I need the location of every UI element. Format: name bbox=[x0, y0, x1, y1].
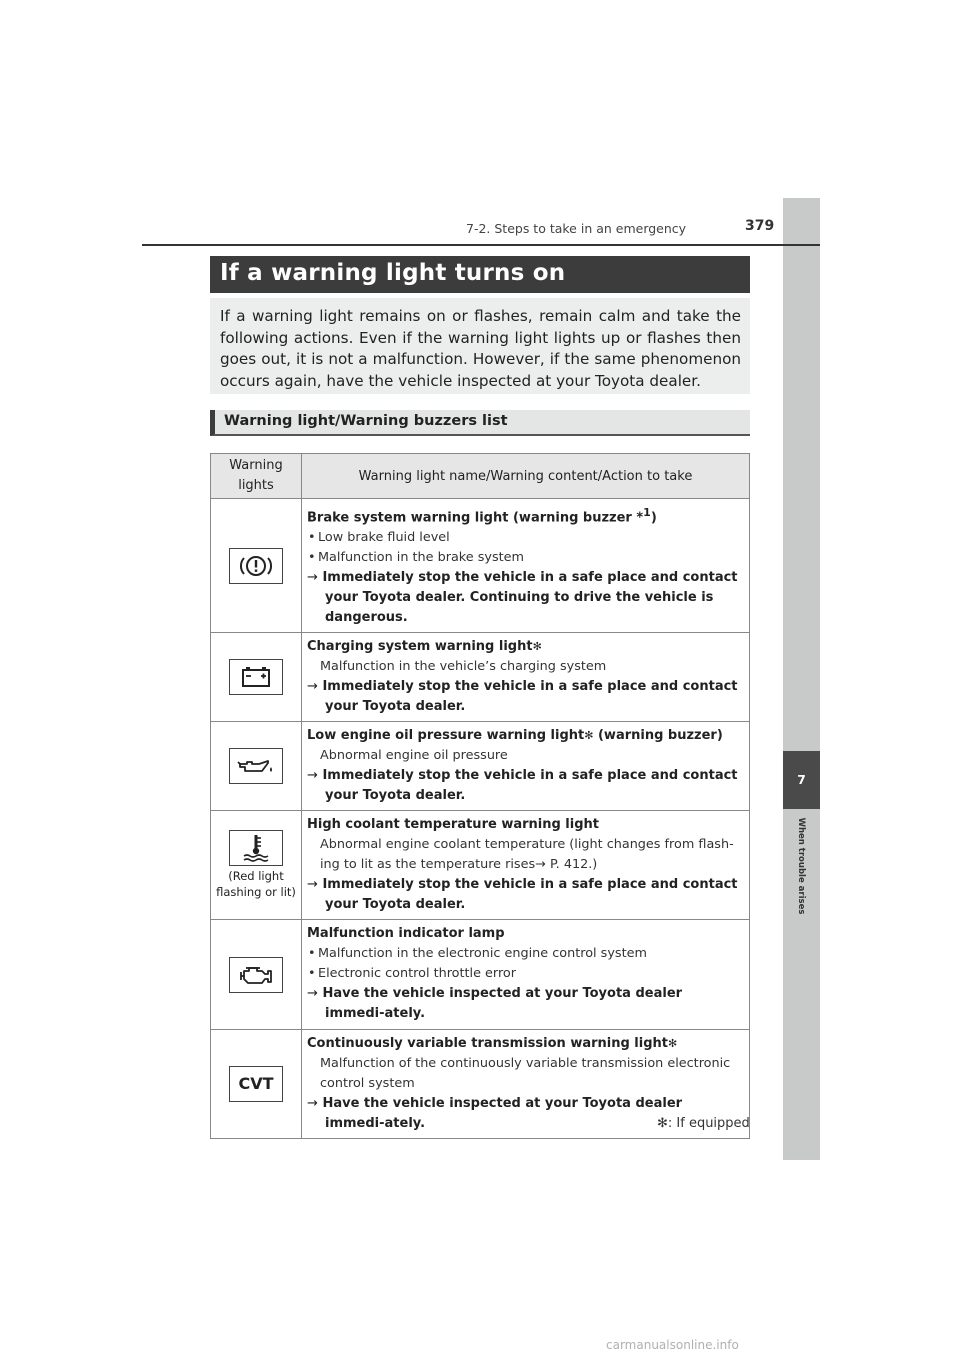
table-row bbox=[211, 920, 750, 1030]
description-cell bbox=[302, 920, 750, 1030]
table-row bbox=[211, 722, 750, 811]
list-item: • Electronic control throttle error bbox=[307, 964, 745, 984]
warning-light-table bbox=[210, 453, 750, 1139]
running-header: 7-2. Steps to take in an emergency bbox=[466, 221, 687, 236]
table-row bbox=[211, 499, 750, 633]
warning-content: Abnormal engine coolant temperature (light changes from flash-ing to lit as the temperature rises→ P. 412.) bbox=[320, 837, 734, 873]
light-name: Continuously variable transmission warning light✻ bbox=[307, 1036, 678, 1052]
footnote: ✻: If equipped bbox=[657, 1116, 750, 1131]
battery-icon bbox=[229, 659, 283, 695]
intro-text: If a warning light remains on or flashes, remain calm and take the following actions. Even if the warning light lights up or flashes then goes out, it is not a malfunction. However, if the same phenomenon occurs again, have the vehicle inspected at your Toyota dealer. bbox=[220, 307, 741, 390]
table-row bbox=[211, 811, 750, 920]
cvt-icon bbox=[229, 1066, 283, 1102]
icon-cell bbox=[211, 811, 302, 920]
description-cell bbox=[302, 633, 750, 722]
icon-cell bbox=[211, 920, 302, 1030]
list-item: • Low brake fluid level bbox=[307, 528, 745, 548]
light-name: High coolant temperature warning light bbox=[307, 817, 599, 833]
intro-box bbox=[210, 298, 750, 394]
icon-cell bbox=[211, 1030, 302, 1139]
action-text: → Immediately stop the vehicle in a safe place and contact your Toyota dealer. Continuing to drive the vehicle is dangerous. bbox=[307, 570, 738, 626]
action-text: → Immediately stop the vehicle in a safe place and contact your Toyota dealer. bbox=[307, 768, 738, 804]
page-title-bar bbox=[210, 256, 750, 293]
chapter-label: When trouble arises bbox=[796, 817, 806, 915]
oil-can-icon bbox=[229, 748, 283, 784]
header-rule bbox=[142, 244, 820, 246]
list-item: • Malfunction in the brake system bbox=[307, 548, 745, 568]
warning-content: Malfunction in the vehicle’s charging system bbox=[320, 659, 607, 675]
action-text: → Have the vehicle inspected at your Toyota dealer immedi-ately. bbox=[307, 1096, 683, 1132]
icon-cell bbox=[211, 722, 302, 811]
description-cell bbox=[302, 722, 750, 811]
warning-content: Abnormal engine oil pressure bbox=[320, 748, 508, 764]
column-header-description: Warning light name/Warning content/Action to take bbox=[302, 454, 750, 499]
chapter-number-tab: 7 bbox=[783, 751, 820, 809]
engine-check-icon bbox=[229, 957, 283, 993]
brake-warning-icon bbox=[229, 548, 283, 584]
description-cell bbox=[302, 811, 750, 920]
chapter-sidebar bbox=[783, 198, 820, 1160]
watermark: carmanualsonline.info bbox=[606, 1338, 739, 1352]
warning-content: Malfunction of the continuously variable transmission electronic control system bbox=[320, 1056, 731, 1092]
icon-cell bbox=[211, 633, 302, 722]
page-number: 379 bbox=[745, 218, 775, 234]
coolant-temperature-icon bbox=[229, 830, 283, 866]
cvt-icon-label: CVT bbox=[238, 1074, 274, 1094]
action-text: → Immediately stop the vehicle in a safe place and contact your Toyota dealer. bbox=[307, 679, 738, 715]
light-name: Brake system warning light (warning buzzer *$^1$) bbox=[307, 506, 657, 526]
page-title: If a warning light turns on bbox=[220, 260, 566, 286]
icon-caption: (Red light flashing or lit) bbox=[216, 869, 296, 900]
list-item: • Malfunction in the electronic engine control system bbox=[307, 944, 745, 964]
light-name: Charging system warning light✻ bbox=[307, 639, 542, 655]
section-heading bbox=[210, 410, 750, 436]
description-cell bbox=[302, 499, 750, 633]
icon-cell bbox=[211, 499, 302, 633]
table-header-row bbox=[211, 454, 750, 499]
action-text: → Immediately stop the vehicle in a safe place and contact your Toyota dealer. bbox=[307, 877, 738, 913]
table-row bbox=[211, 633, 750, 722]
section-heading-text: Warning light/Warning buzzers list bbox=[224, 413, 508, 429]
column-header-warning-lights: Warning lights bbox=[211, 454, 302, 499]
light-name: Low engine oil pressure warning light✻ (warning buzzer) bbox=[307, 728, 723, 744]
action-text: → Have the vehicle inspected at your Toyota dealer immedi-ately. bbox=[307, 986, 683, 1022]
light-name: Malfunction indicator lamp bbox=[307, 926, 505, 942]
